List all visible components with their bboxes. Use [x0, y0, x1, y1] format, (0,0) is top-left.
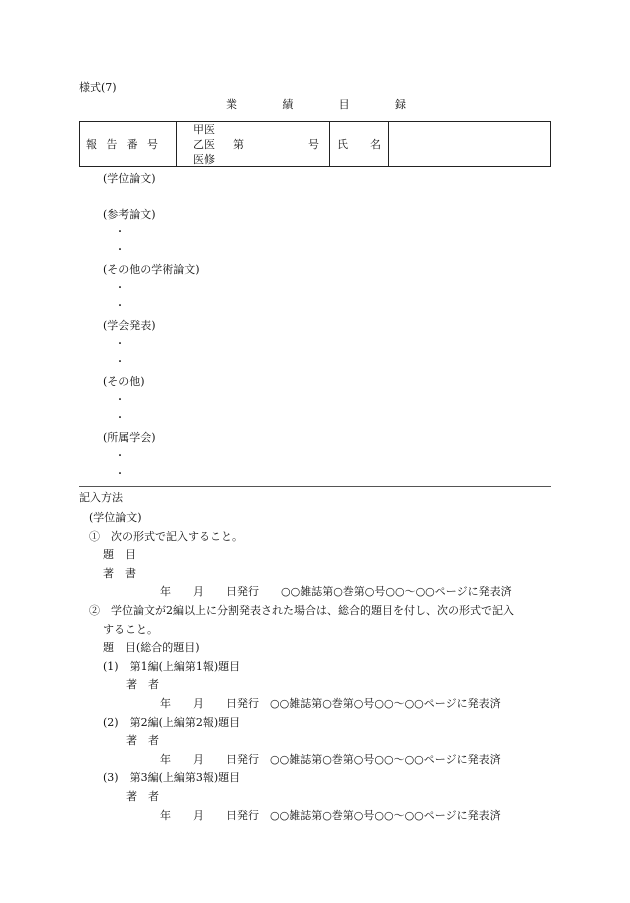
part-publication: 年 月 日発行 ○○雑誌第○巻第○号○○～○○ページに発表済 [160, 753, 501, 766]
title-char: 業 [226, 98, 237, 111]
degree-type-ishu: 医修 [193, 153, 215, 166]
cell-divider [176, 122, 177, 166]
number-go: 号 [308, 138, 319, 151]
part-title: (3) 第3編(上編第3報)題目 [103, 771, 241, 784]
list-item: ・ [115, 451, 125, 462]
section-heading: (参考論文) [103, 208, 156, 221]
instructions-subheading: (学位論文) [89, 511, 142, 524]
list-item: ・ [115, 469, 125, 480]
part-publication: 年 月 日発行 ○○雑誌第○巻第○号○○～○○ページに発表済 [160, 697, 501, 710]
title-char: 録 [394, 98, 406, 111]
list-item: ・ [115, 301, 125, 312]
title-char: 績 [282, 98, 294, 111]
form-number-label: 様式(7) [79, 81, 117, 94]
section-heading: (所属学会) [103, 431, 156, 444]
section-heading: (その他の学術論文) [103, 263, 200, 276]
part-publication: 年 月 日発行 ○○雑誌第○巻第○号○○～○○ページに発表済 [160, 809, 501, 822]
list-item: ・ [115, 357, 125, 368]
title-char: 目 [338, 98, 350, 111]
header-table [79, 121, 551, 167]
part-title: (1) 第1編(上編第1報)題目 [103, 660, 241, 673]
instruction-item-2: ② 学位論文が2編以上に分割発表された場合は、総合的題目を付し、次の形式で記入 [89, 604, 514, 617]
publication-line: 年 月 日発行 ○○雑誌第○巻第○号○○～○○ページに発表済 [160, 585, 512, 598]
list-item: ・ [115, 395, 125, 406]
list-item: ・ [115, 339, 125, 350]
part-title: (2) 第2編(上編第2報)題目 [103, 716, 241, 729]
list-item: ・ [115, 283, 125, 294]
section-heading: (学位論文) [103, 172, 156, 185]
cell-divider [329, 122, 330, 166]
degree-type-otsu: 乙医 [193, 138, 215, 151]
part-author: 著 者 [126, 790, 159, 803]
divider-line [79, 486, 551, 487]
part-author: 著 者 [126, 678, 159, 691]
instructions-heading: 記入方法 [79, 491, 123, 504]
list-item: ・ [115, 227, 125, 238]
list-item: ・ [115, 245, 125, 256]
list-item: ・ [115, 413, 125, 424]
name-label: 氏 名 [337, 138, 381, 151]
instruction-item-2-cont: すること。 [103, 623, 158, 636]
overall-title-label: 題 目(総合的題目) [103, 641, 200, 654]
cell-divider [388, 122, 389, 166]
part-author: 著 者 [126, 734, 159, 747]
number-dai: 第 [233, 138, 244, 151]
document-title [226, 98, 406, 112]
author-label: 著 書 [103, 567, 136, 580]
title-label: 題 目 [103, 548, 136, 561]
degree-type-kou: 甲医 [193, 123, 215, 136]
section-heading: (学会発表) [103, 319, 156, 332]
report-number-label: 報 告 番 号 [86, 138, 158, 151]
section-heading: (その他) [103, 375, 145, 388]
instruction-item-1: ① 次の形式で記入すること。 [89, 530, 243, 543]
